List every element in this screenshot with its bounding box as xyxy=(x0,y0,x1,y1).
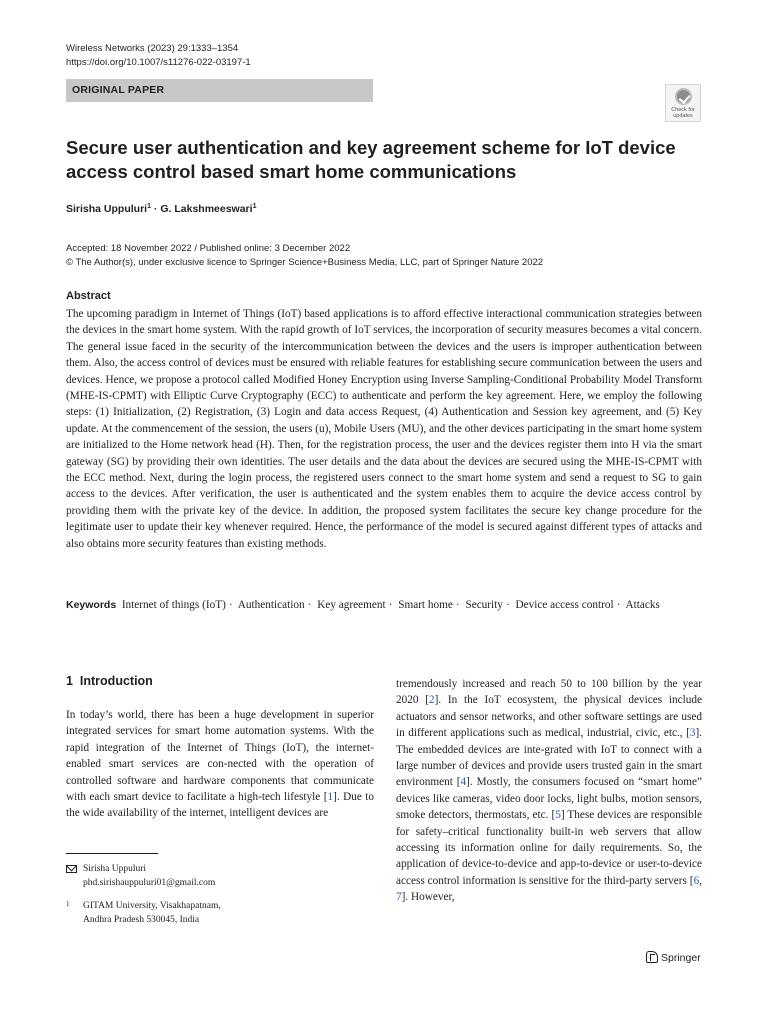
intro-right-column xyxy=(396,676,702,906)
copyright-line: © The Author(s), under exclusive licence to Springer Science+Business Media, LLC, part of Springer Nature 2022 xyxy=(66,257,544,268)
citation-link[interactable]: 1 xyxy=(327,791,334,804)
check-for-updates-icon xyxy=(675,88,692,105)
keyword: Attacks xyxy=(625,599,660,611)
author-affil-mark: 1 xyxy=(147,203,151,210)
affiliation-line: GITAM University, Visakhapatnam, xyxy=(83,901,221,911)
author-name[interactable]: Sirisha Uppuluri xyxy=(66,203,148,215)
intro-text: ]. In the IoT ecosystem, the physical devices include actuators and sensor networks, and other software settings are used in different applications such as medical, industrial, civic, etc., [ xyxy=(396,694,702,740)
footnote-rule xyxy=(66,853,158,854)
keywords-label: Keywords xyxy=(66,599,117,611)
intro-text: ]. Due to the wide availability of the internet, intelligent devices are xyxy=(66,791,375,820)
section-heading-introduction xyxy=(66,674,153,688)
journal-meta xyxy=(66,42,251,70)
corresponding-author-email[interactable]: phd.sirishauppuluri01@gmail.com xyxy=(83,877,216,888)
journal-citation: Wireless Networks (2023) 29:1333–1354 xyxy=(66,43,239,54)
citation-link[interactable]: 5 xyxy=(555,809,561,822)
keyword: Smart home xyxy=(398,599,453,611)
paper-title: Secure user authentication and key agreement scheme for IoT device access control based smart home communications xyxy=(66,137,676,182)
publisher-name: Springer xyxy=(661,952,701,964)
section-title: Introduction xyxy=(79,674,153,688)
envelope-icon xyxy=(66,865,77,873)
citation-link[interactable]: 6 xyxy=(693,874,700,887)
springer-horse-icon xyxy=(646,951,658,963)
publisher-logo xyxy=(646,951,701,964)
affiliation-number: 1 xyxy=(66,900,70,908)
article-type-banner: ORIGINAL PAPER xyxy=(66,79,373,102)
intro-text: ]. Mostly, the consumers focused on “smart home” devices like cameras, video door locks, light bulbs, motion sensors, smoke detectors, thermostats, etc. [ xyxy=(396,776,703,822)
intro-text: , xyxy=(699,874,702,887)
affiliation-line: Andhra Pradesh 530045, India xyxy=(83,914,200,925)
intro-left-column xyxy=(66,707,374,822)
badge-line-1: Check for xyxy=(671,107,695,113)
abstract-heading: Abstract xyxy=(66,290,111,302)
publication-dates xyxy=(66,242,543,270)
keywords-block: Keywords Internet of things (IoT) · Authentication · Key agreement · Smart home · Security · Device access control · Attacks xyxy=(66,599,660,611)
keyword: Internet of things (IoT) xyxy=(121,599,226,611)
keyword: Device access control xyxy=(515,599,614,611)
intro-text: In today’s world, there has been a huge development in superior integrated services for smart home automation systems. With the rapid integration of the Internet of Things (IoT), the internet-enabled smart services are con-nected with the operation of controlled software and hardware components that communicate with each smart device to facilitate a high-tech lifestyle [ xyxy=(66,709,374,804)
keyword: Authentication xyxy=(237,599,305,611)
abstract-text: The upcoming paradigm in Internet of Things (IoT) based applications is to afford effective interactional communication strategies between the devices in the smart home system. With the rapid growth of IoT services, the incorporation of security measures becomes a vital concern. The general issue faced in the security of the intercommunication between the devices and the users is improper authentication between them. Also, the access control of devices must be ensured with reliable features for establishing secure communication between the users and devices. Hence, we propose a protocol called Modified Honey Encryption using Inverse Sampling-Conditional Probability Model Transform (MHE-IS-CPMT) with Elliptic Curve Cryptography (ECC) to authenticate and perform the key agreement. Here, we employ the following steps: (1) Initialization, (2) Registration, (3) Login and data access Request, (4) Authentication and Session key agreement, and (5) Key update. At the commencement of the session, the users (u), Mobile Users (MU), and the other devices participating in the smart home system are initialized to the Home network head (H). Then, for the registration process, the user and the devices register them into H via the smart gateway (SG) by providing their own identities. The user details and the data about the devices are secured using the MHE-IS-CPMT with the ECC method. Next, during the login process, the registered users connect to the smart home system and send a request to SG to gain access to the devices. After verification, the user is authenticated and the system enables them to acquire the device access control by providing them with the private key of the device. In addition, the proposed system facilitates the secure key change procedure for the legitimate user to update their key whenever required. Hence, the performance of the model is secured against different types of attacks and also obtains more security features than existing methods. xyxy=(66,308,702,550)
section-number: 1 xyxy=(66,674,73,688)
citation-link[interactable]: 7 xyxy=(396,891,402,904)
keyword: Security xyxy=(465,599,503,611)
citation-link[interactable]: 2 xyxy=(428,694,435,707)
citation-link[interactable]: 4 xyxy=(460,776,467,789)
intro-text: ]. However, xyxy=(401,891,455,904)
author-name[interactable]: G. Lakshmeeswari xyxy=(160,203,253,215)
doi-link[interactable]: https://doi.org/10.1007/s11276-022-03197-1 xyxy=(66,57,251,68)
check-for-updates-badge[interactable] xyxy=(665,84,701,122)
badge-line-2: updates xyxy=(673,113,693,119)
intro-text: tremendously increased and reach 50 to 100 billion by the year 2020 [ xyxy=(396,678,702,707)
corresponding-author-name: Sirisha Uppuluri xyxy=(83,864,147,874)
author-list xyxy=(66,203,256,215)
author-separator: · xyxy=(153,203,158,215)
intro-text: ] These devices are responsible for safety–critical functionality built-in web servers that allow accessing its information online for daily requirements. So, the application of device-to-device and app-to-device or user-to-device access control information is sensitive for the third-party servers [ xyxy=(396,809,702,887)
author-affil-mark: 1 xyxy=(252,203,257,210)
citation-link[interactable]: 3 xyxy=(689,727,696,740)
accepted-published-line: Accepted: 18 November 2022 / Published online: 3 December 2022 xyxy=(66,243,351,254)
keyword: Key agreement xyxy=(317,599,386,611)
intro-text: ]. The embedded devices are inte-grated with IoT to connect with a large number of devices and provide users trusted gain in the smart environment [ xyxy=(396,727,702,789)
